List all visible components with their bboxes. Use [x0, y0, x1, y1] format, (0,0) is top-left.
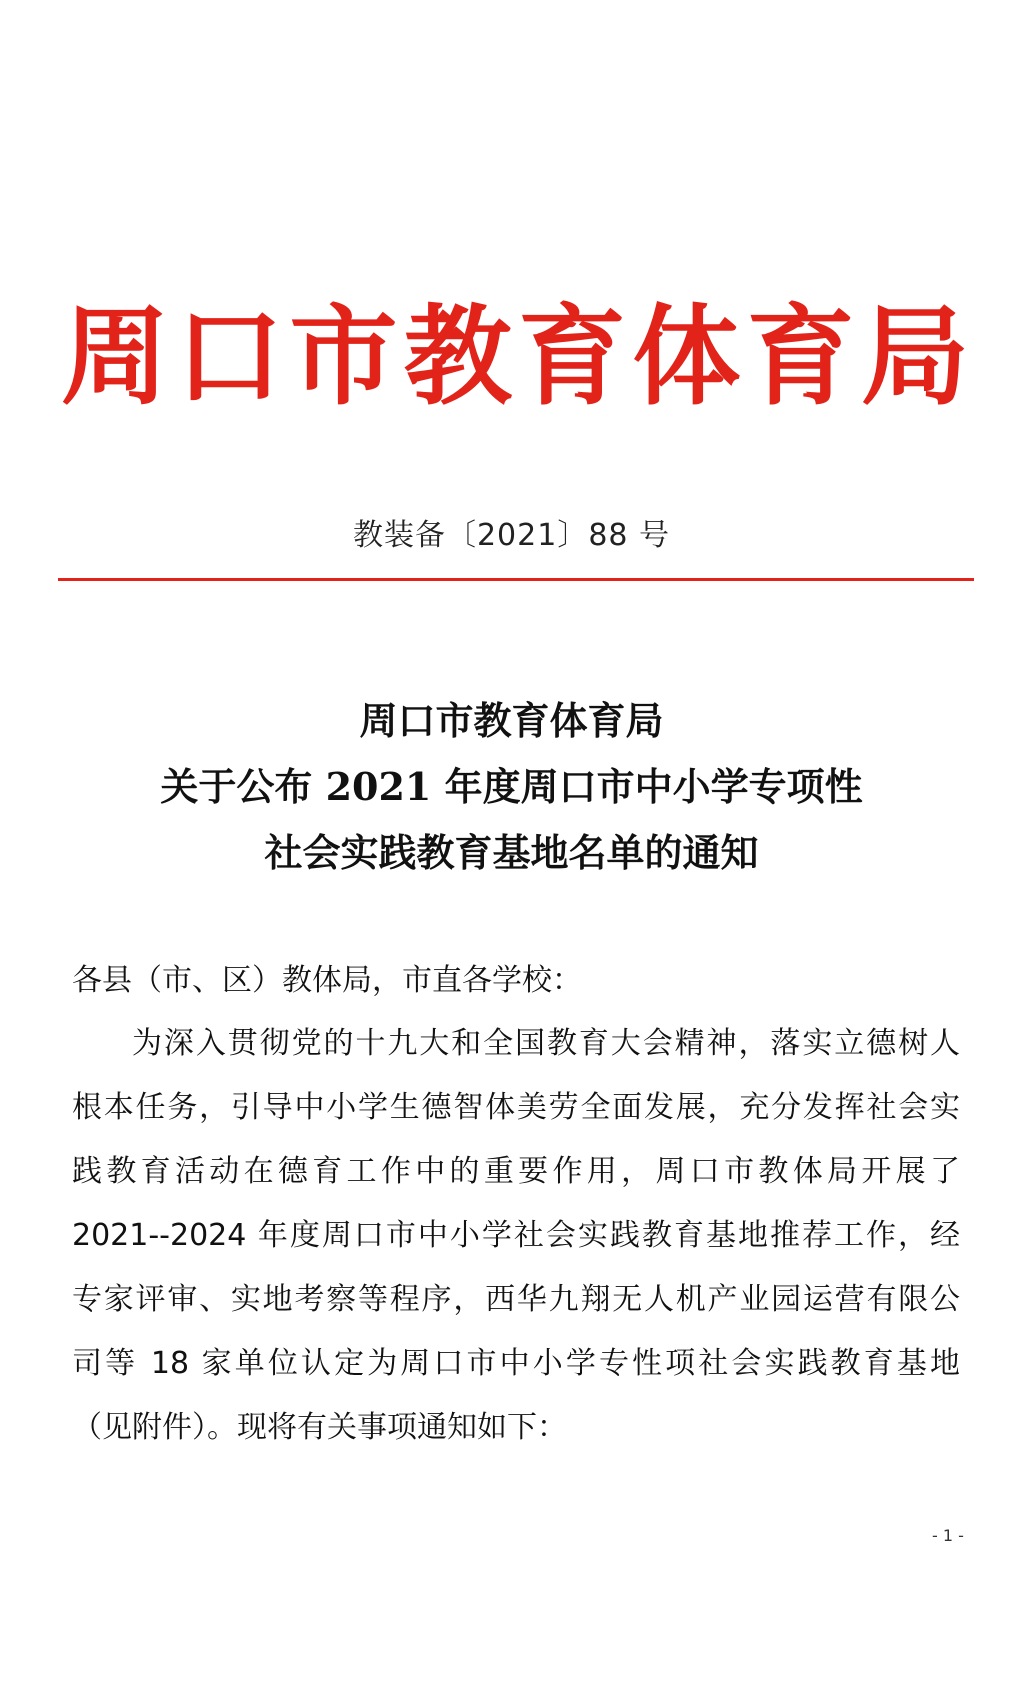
- red-divider: [58, 578, 974, 581]
- masthead-char: 育: [746, 294, 855, 420]
- body-line: 专家评审、实地考察等程序，西华九翔无人机产业园运营有限公: [72, 1282, 960, 1317]
- body-line: 司等 18 家单位认定为周口市中小学专性项社会实践教育基地: [72, 1346, 960, 1381]
- masthead-char: 局: [860, 294, 969, 420]
- body-line: （见附件）。现将有关事项通知如下：: [72, 1410, 567, 1445]
- masthead-char: 口: [175, 294, 284, 420]
- title-line-1: 周口市教育体育局: [359, 698, 664, 743]
- document-number: 教装备〔2021〕88 号: [352, 518, 671, 553]
- masthead-char: 育: [518, 294, 627, 420]
- page-number: - 1 -: [932, 1526, 964, 1545]
- body-line: 2021--2024 年度周口市中小学社会实践教育基地推荐工作，经: [72, 1218, 960, 1253]
- masthead-char: 周: [60, 294, 169, 420]
- body-line: 践教育活动在德育工作中的重要作用，周口市教体局开展了: [72, 1154, 960, 1189]
- title-line-2: 关于公布 2021 年度周口市中小学专项性: [160, 764, 863, 809]
- title-line-3: 社会实践教育基地名单的通知: [264, 830, 759, 875]
- masthead-char: 体: [632, 294, 741, 420]
- body-line: 根本任务，引导中小学生德智体美劳全面发展，充分发挥社会实: [72, 1090, 960, 1125]
- issuer-masthead: [60, 292, 970, 422]
- body-line: 为深入贯彻党的十九大和全国教育大会精神，落实立德树人: [132, 1026, 960, 1061]
- masthead-char: 市: [289, 294, 398, 420]
- masthead-char: 教: [403, 294, 512, 420]
- salutation: 各县（市、区）教体局，市直各学校：: [72, 963, 582, 998]
